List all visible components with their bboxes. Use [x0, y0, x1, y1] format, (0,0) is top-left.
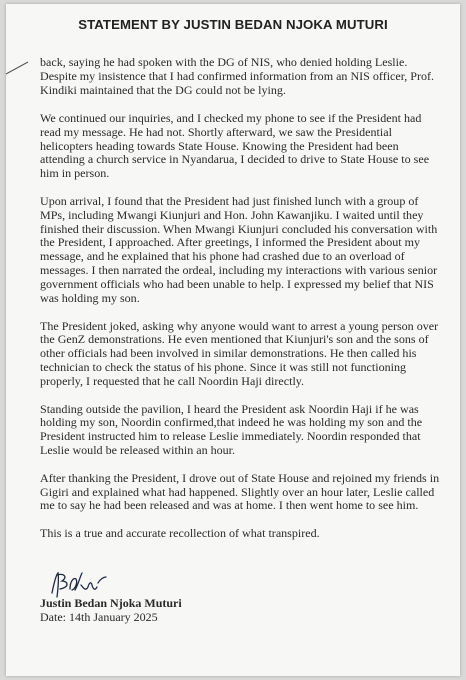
paragraph-2: We continued our inquiries, and I checked my phone to see if the President had read my message. He had not. Shortly afterward, we saw the Presidential helicopters heading towards State House. Knowing the President had been attending a church service in Nyandarua, I decided to drive to State House to see him in person. — [40, 110, 430, 181]
signature-block — [40, 569, 340, 629]
paragraph-1: back, saying he had spoken with the DG of NIS, who denied holding Leslie. Despite my insistence that I had confirmed information from an NIS officer, Prof. Kindiki maintained that the DG could not be lying. — [40, 55, 435, 97]
signatory-name: Justin Bedan Njoka Muturi — [40, 596, 182, 610]
paragraph-7: This is a true and accurate recollection of what transpired. — [40, 525, 320, 540]
document-title: STATEMENT BY JUSTIN BEDAN NJOKA MUTURI — [78, 17, 388, 32]
paragraph-3: Upon arrival, I found that the President had just finished lunch with a group of MPs, including Mwangi Kiunjuri and Hon. John Kawanjiku. I waited until they finished their discussion. When Mwangi Kiunjuri concluded his conversation with the President, I approached. After greetings, I informed the President about my message, and he explained that his phone had crashed due to an overload of messages. I then narrated the ordeal, including my interactions with various senior government officials who had been unable to help. I expressed my belief that NIS was holding my son. — [40, 193, 438, 306]
paragraph-5: Standing outside the pavilion, I heard the President ask Noordin Haji if he was holding my son, Noordin confirmed,that indeed he was holding my son and the President instructed him to release Leslie immediately. Noordin responded that Leslie would be released within an hour. — [40, 401, 423, 458]
document-page — [6, 4, 460, 676]
paragraph-4: The President joked, asking why anyone would want to arrest a young person over the GenZ demonstrations. He even mentioned that Kiunjuri's son and the sons of other officials had been involved in similar demonstrations. He then called his technician to check the status of his phone. Since it was still not functioning properly, I requested that he call Noordin Haji directly. — [40, 318, 439, 389]
statement-date: Date: 14th January 2025 — [40, 610, 158, 624]
paragraph-6: After thanking the President, I drove out of State House and rejoined my friends in Gigiri and explained what had happened. Slightly over an hour later, Leslie called me to say he had been released and was at home. I then went home to see him. — [40, 470, 440, 513]
statement-body — [40, 56, 440, 554]
